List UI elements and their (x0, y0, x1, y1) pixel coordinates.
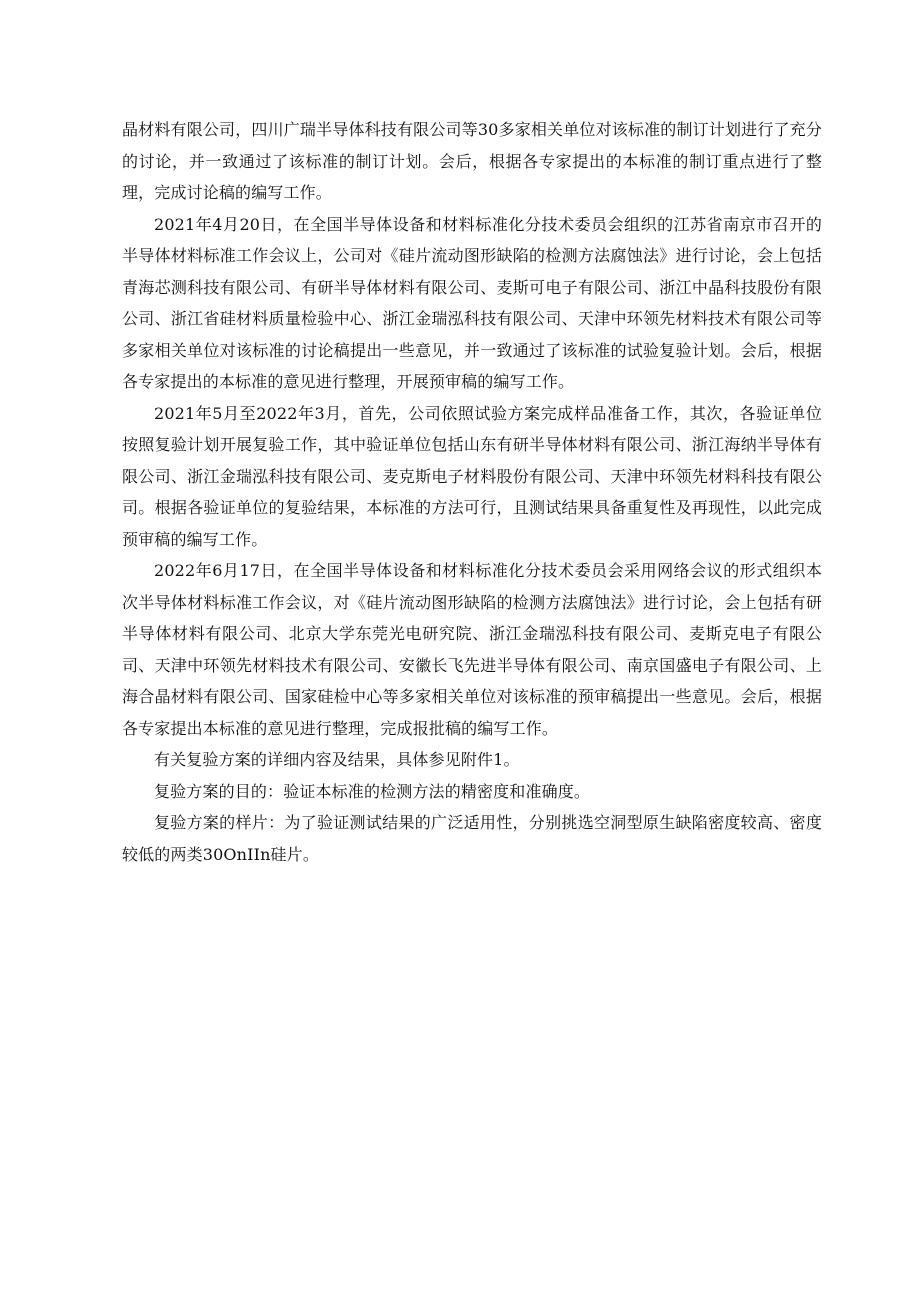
paragraph-1: 晶材料有限公司，四川广瑞半导体科技有限公司等30多家相关单位对该标准的制订计划进行了充分的讨论，并一致通过了该标准的制订计划。会后，根据各专家提出的本标准的制订重点进行了整理，完成讨论稿的编写工作。 (122, 120, 822, 202)
paragraph-5: 有关复验方案的详细内容及结果，具体参见附件1。 (154, 750, 520, 769)
document-body (122, 114, 822, 870)
paragraph-7: 复验方案的样片：为了验证测试结果的广泛适用性，分别挑选空洞型原生缺陷密度较高、密度较低的两类30OnIIn硅片。 (122, 813, 822, 864)
paragraph-4: 2022年6月17日，在全国半导体设备和材料标准化分技术委员会采用网络会议的形式组织本次半导体材料标准工作会议，对《硅片流动图形缺陷的检测方法腐蚀法》进行讨论，会上包括有研半导体材料有限公司、北京大学东莞光电研究院、浙江金瑞泓科技有限公司、麦斯克电子有限公司、天津中环领先材料技术有限公司、安徽长飞先进半导体有限公司、南京国盛电子有限公司、上海合晶材料有限公司、国家硅检中心等多家相关单位对该标准的预审稿提出一些意见。会后，根据各专家提出本标准的意见进行整理，完成报批稿的编写工作。 (122, 561, 822, 738)
paragraph-2: 2021年4月20日，在全国半导体设备和材料标准化分技术委员会组织的江苏省南京市召开的半导体材料标准工作会议上，公司对《硅片流动图形缺陷的检测方法腐蚀法》进行讨论，会上包括青海芯测科技有限公司、有研半导体材料有限公司、麦斯可电子有限公司、浙江中晶科技股份有限公司、浙江省硅材料质量检验中心、浙江金瑞泓科技有限公司、天津中环领先材料技术有限公司等多家相关单位对该标准的讨论稿提出一些意见，并一致通过了该标准的试验复验计划。会后，根据各专家提出的本标准的意见进行整理，开展预审稿的编写工作。 (122, 214, 822, 391)
paragraph-6: 复验方案的目的：验证本标准的检测方法的精密度和准确度。 (154, 781, 591, 801)
paragraph-3: 2021年5月至2022年3月，首先，公司依照试验方案完成样品准备工作，其次，各验证单位按照复验计划开展复验工作，其中验证单位包括山东有研半导体材料有限公司、浙江海纳半导体有限公司、浙江金瑞泓科技有限公司、麦克斯电子材料股份有限公司、天津中环领先材料科技有限公司。根据各验证单位的复验结果，本标准的方法可行，且测试结果具备重复性及再现性，以此完成预审稿的编写工作。 (122, 403, 822, 549)
